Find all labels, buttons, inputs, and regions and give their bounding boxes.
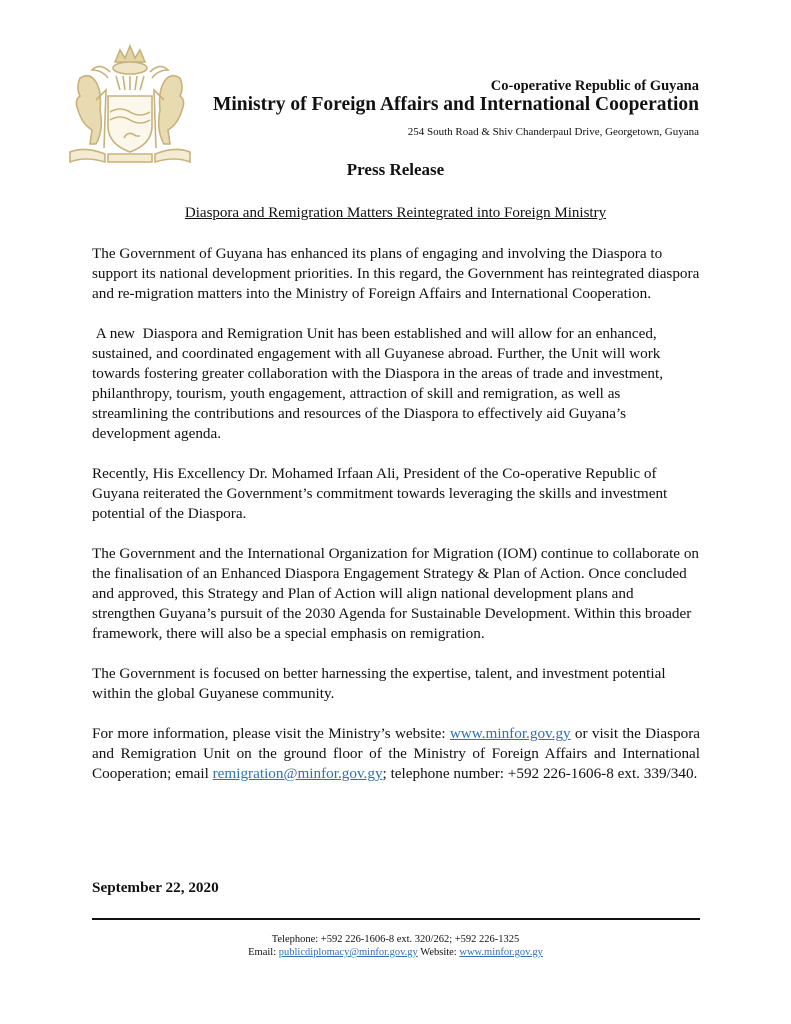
paragraph-iom: The Government and the International Organization for Migration (IOM) continue to collaborate on the finalisation of an Enhanced Diaspora Engagement Strategy & Plan of Action. Once concluded and approved, this Strategy and Plan of Action will align national development plans and strengthen Guyana’s pursuit of the 2030 Agenda for Sustainable Development. Within this broader framework, there will also be a special emphasis on remigration.: [92, 545, 700, 642]
document-type-title: Press Release: [346, 160, 445, 179]
coat-of-arms-graphic: [60, 40, 200, 170]
paragraph-president: Recently, His Excellency Dr. Mohamed Irfaan Ali, President of the Co-operative Republic of Guyana reiterated the Government’s commitment towards leveraging the skills and investment potential of the Diaspora.: [92, 465, 668, 522]
footer-telephone: Telephone: +592 226-1606-8 ext. 320/262; +592 226-1325: [271, 934, 520, 945]
footer-email-link[interactable]: publicdiplomacy@minfor.gov.gy: [278, 947, 418, 958]
ministry-address: 254 South Road & Shiv Chanderpaul Drive, Georgetown, Guyana: [407, 126, 699, 138]
paragraph-focus: The Government is focused on better harnessing the expertise, talent, and investment potential within the global Guyanese community.: [92, 665, 666, 702]
paragraph-new-unit: A new Diaspora and Remigration Unit has been established and will allow for an enhanced, sustained, and coordinated engagement with all Guyanese abroad. Further, the Unit will work towards fostering greater collaboration with the Diaspora in the areas of trade and investment, philanthropy, tourism, youth engagement, attraction of skill and remigration, as well as streamlining the contributions and resources of the Diaspora to effectively aid Guyana’s development agenda.: [92, 325, 664, 442]
footer-email-label: Email:: [248, 947, 279, 958]
letterhead: [213, 78, 699, 139]
footer: [0, 933, 791, 959]
paragraph-contact: [92, 724, 700, 784]
press-release-headline: Diaspora and Remigration Matters Reintegrated into Foreign Ministry: [184, 205, 607, 221]
release-date: September 22, 2020: [92, 879, 219, 896]
footer-website-label: Website:: [417, 947, 460, 958]
contact-text-3: ; telephone number: +592 226-1606-8 ext. 339/340.: [382, 765, 698, 782]
contact-text-2: or visit the Diaspora and Remigration Unit on the ground floor of the Ministry of Foreign Affairs and International Cooperation; email: [92, 725, 700, 782]
footer-website-link[interactable]: www.minfor.gov.gy: [459, 947, 543, 958]
coat-of-arms-icon: [60, 40, 200, 170]
contact-text-1: For more information, please visit the Ministry’s website:: [92, 725, 450, 742]
ministry-name: Ministry of Foreign Affairs and International Cooperation: [212, 94, 699, 115]
remigration-email-link[interactable]: remigration@minfor.gov.gy: [212, 765, 383, 782]
footer-divider: [92, 918, 700, 920]
footer-contacts: [0, 946, 791, 959]
press-release-body: [92, 244, 700, 804]
republic-name: Co-operative Republic of Guyana: [490, 78, 699, 94]
ministry-website-link[interactable]: www.minfor.gov.gy: [449, 725, 571, 742]
paragraph-intro: The Government of Guyana has enhanced its plans of engaging and involving the Diaspora to support its national development priorities. In this regard, the Government has reintegrated diaspora and re-migration matters into the Ministry of Foreign Affairs and International Cooperation.: [92, 245, 700, 302]
